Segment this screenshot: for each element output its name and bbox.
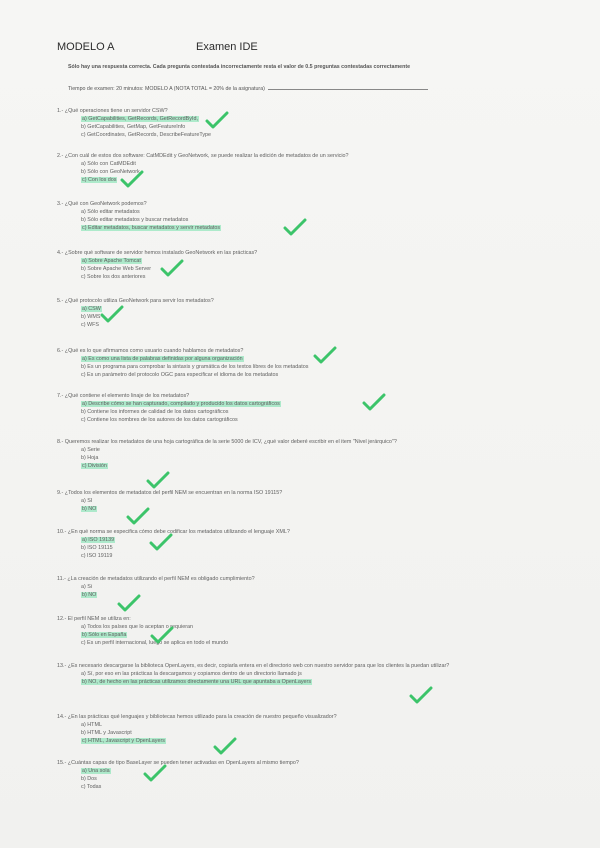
answer-option [57,224,221,232]
check-mark-icon [213,737,237,755]
question-10 [57,528,290,560]
highlighted-answer: a) Una sola [82,768,110,774]
answer-option [57,583,255,591]
answer-text: c) Sobre los dos anteriores [81,274,146,280]
answer-option [57,631,228,639]
answer-text: b) Es un programa para comprobar la sintaxis y gramática de los textos libres de los metadatos [81,364,309,370]
answer-option [57,536,290,544]
answer-option [57,767,299,775]
highlighted-answer: a) Es como una lista de palabras definidas por alguna organización [82,356,243,362]
question-stem: 9.- ¿Todos los elementos de metadatos del perfil NEM se encuentran en la norma ISO 19115? [57,490,283,496]
answer-text: a) Sólo con CatMDEdit [81,161,136,167]
check-mark-icon [126,507,150,525]
answer-text: b) Dos [81,776,97,782]
question-stem: 1.- ¿Qué operaciones tiene un servidor CSW? [57,108,168,114]
answer-text: c) Contiene los nombres de los autores de los datos cartográficos [81,417,238,423]
question-stem: 8.- Queremos realizar los metadatos de una hoja cartográfica de la serie 5000 de ICV, ¿qué valor deberé escribir en el item "Nivel jerárquico"? [57,439,397,445]
answer-option [57,678,517,686]
answer-option [57,737,337,745]
answer-text: c) WFS [81,322,99,328]
question-12 [57,615,228,647]
answer-option [57,176,349,184]
check-mark-icon [409,686,433,704]
answer-option [57,623,228,631]
check-mark-icon [362,393,386,411]
question-14 [57,713,337,745]
question-stem: 5.- ¿Qué protocolo utiliza GeoNetwork para servir los metadatos? [57,298,214,304]
highlighted-answer: a) Sobre Apache Tomcat [82,258,141,264]
check-mark-icon [100,305,124,323]
question-5 [57,297,214,329]
answer-text: a) HTML [81,722,102,728]
answer-option [57,721,337,729]
check-mark-icon [205,111,229,129]
answer-option [57,168,349,176]
check-mark-icon [149,533,173,551]
answer-option [57,265,257,273]
answer-text: b) Sólo con GeoNetwork [81,169,140,175]
answer-text: b) Sobre Apache Web Server [81,266,152,272]
question-13 [57,662,517,686]
question-15 [57,759,299,791]
answer-option [57,454,397,462]
answer-option [57,313,214,321]
question-2 [57,152,349,184]
highlighted-answer: c) Editar metadatos, buscar metadatos y servir metadatos [82,225,221,231]
answer-text: a) Sí, por eso en las prácticas la descargamos y copiamos dentro de un directorio llamado js [81,671,302,677]
check-mark-icon [120,170,144,188]
answer-option [57,639,228,647]
question-stem: 2.- ¿Con cuál de estos dos software: CatMDEdit y GeoNetwork, se puede realizar la edición de metadatos de un servicio? [57,153,349,159]
question-stem: 11.- ¿La creación de metadatos utilizando el perfil NEM es obligado cumplimiento? [57,576,255,582]
answer-text: b) GetCapabilities, GetMap, GetFeatureInfo [81,124,186,130]
answer-option [57,363,308,371]
question-4 [57,249,257,281]
check-mark-icon [146,471,170,489]
answer-option [57,400,281,408]
answer-text: c) ISO 19119 [81,553,113,559]
question-stem: 7.- ¿Qué contiene el elemento linaje de los metadatos? [57,393,190,399]
question-stem: 3.- ¿Qué con GeoNetwork podemos? [57,201,147,207]
answer-text: a) Si [81,584,93,590]
question-stem: 14.- ¿En las prácticas qué lenguajes y bibliotecas hemos utilizado para la creación de nuestro pequeño visualizador? [57,714,337,720]
time-line [68,86,428,92]
answer-option [57,257,257,265]
exam-title: Examen IDE [196,41,258,53]
answer-text: b) Sólo editar metadatos y buscar metadatos [81,217,189,223]
highlighted-answer: b) NO [82,506,97,512]
answer-option [57,216,221,224]
question-3 [57,200,221,232]
answer-option [57,355,308,363]
question-1 [57,107,211,139]
question-stem: 12.- El perfil NEM se utiliza en: [57,616,131,622]
answer-text: b) ISO 19115 [81,545,113,551]
answer-option [57,775,299,783]
answer-option [57,131,211,139]
answer-option [57,544,290,552]
highlighted-answer: c) Con los dos [82,177,117,183]
question-stem: 15.- ¿Cuántas capas de tipo BaseLayer se pueden tener activadas en OpenLayers al mismo tiempo? [57,760,299,766]
instructions: Sólo hay una respuesta correcta. Cada pregunta contestada incorrectamente resta el valor de 0.5 preguntas contestadas correctamente [68,64,411,70]
answer-option [57,321,214,329]
answer-option [57,371,308,379]
answer-option [57,416,281,424]
answer-option [57,305,214,313]
question-11 [57,575,255,599]
answer-option [57,123,211,131]
question-8 [57,438,397,470]
answer-text: a) Serie [81,447,100,453]
answer-option [57,497,282,505]
blank-line [268,89,428,90]
answer-option [57,273,257,281]
check-mark-icon [160,259,184,277]
check-mark-icon [283,218,307,236]
answer-option [57,208,221,216]
answer-text: c) GetCoordinates, GetRecords, DescribeFeatureType [81,132,212,138]
question-6 [57,347,308,379]
answer-text: b) Contiene los informes de calidad de los datos cartográficos [81,409,229,415]
answer-text: a) Sólo editar metadatos [81,209,140,215]
answer-text: b) WMS [81,314,101,320]
check-mark-icon [143,764,167,782]
question-stem: 10.- ¿En qué norma se especifica cómo debe codificar los metadatos utilizando el lenguaje XML? [57,529,290,535]
highlighted-answer: c) HTML, Javascript y OpenLayers [82,738,165,744]
answer-option [57,408,281,416]
answer-text: c) Todas [81,784,102,790]
question-stem: 4.- ¿Sobre qué software de servidor hemos instalado GeoNetwork en las prácticas? [57,250,258,256]
question-9 [57,489,282,513]
question-stem: 13.- ¿Es necesario descargarse la biblioteca OpenLayers, es decir, copiarla entera en el directorio web con nuestro servidor para que los clientes la puedan utilizar? [57,663,450,669]
answer-option [57,552,290,560]
answer-option [57,670,517,678]
answer-option [57,729,337,737]
answer-option [57,783,299,791]
highlighted-answer: a) GetCapabilities, GetRecords, GetRecordById, [82,116,198,122]
answer-option [57,115,211,123]
answer-text: a) SI [81,498,93,504]
question-7 [57,392,281,424]
highlighted-answer: b) NO, de hecho en las prácticas utilizamos directamente una URL que apuntaba a OpenLayers [82,679,312,685]
answer-option [57,446,397,454]
highlighted-answer: a) ISO 19139 [82,537,115,543]
highlighted-answer: a) CSW [82,306,101,312]
answer-option [57,462,397,470]
check-mark-icon [117,594,141,612]
answer-text: a) Todos los países que lo aceptan o requieran [81,624,193,630]
answer-option [57,591,255,599]
answer-text: c) Es un parámetro del protocolo OGC para especificar el idioma de los metadatos [81,372,279,378]
highlighted-answer: c) División [82,463,107,469]
answer-option [57,160,349,168]
question-stem: 6.- ¿Qué es lo que afirmamos como usuario cuando hablamos de metadatos? [57,348,244,354]
answer-text: b) HTML y Javascript [81,730,132,736]
answer-option [57,505,282,513]
time-text: Tiempo de examen: 20 minutos: MODELO A (NOTA TOTAL = 20% de la asignatura) [68,86,265,92]
highlighted-answer: b) Sólo en España [82,632,127,638]
check-mark-icon [313,346,337,364]
model-label: MODELO A [57,41,115,53]
answer-text: c) Es un perfil internacional, luego se aplica en todo el mundo [81,640,229,646]
highlighted-answer: b) NO [82,592,97,598]
check-mark-icon [150,626,174,644]
answer-text: b) Hoja [81,455,99,461]
highlighted-answer: a) Describe cómo se han capturado, compilado y producido los datos cartográficos [82,401,280,407]
